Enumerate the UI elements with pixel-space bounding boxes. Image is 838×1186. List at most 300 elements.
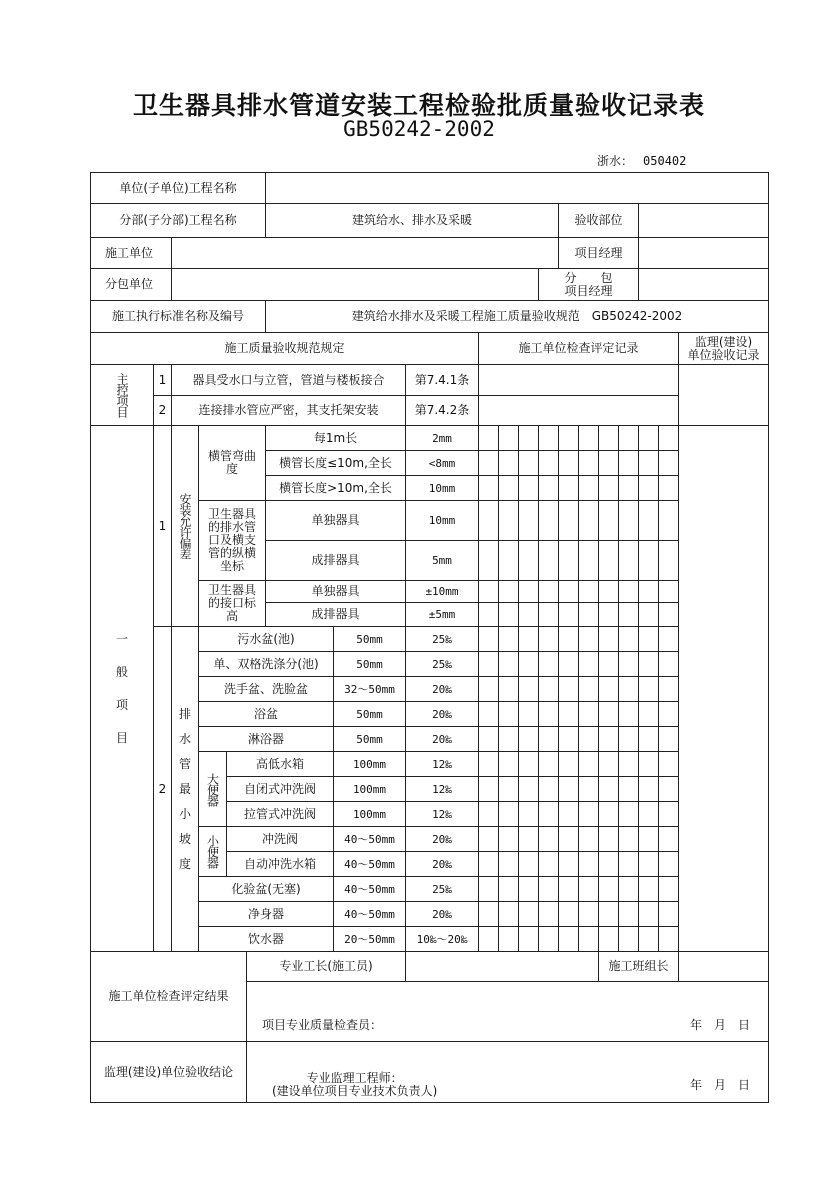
record-grid-cell[interactable]	[618, 826, 639, 852]
record-grid-cell[interactable]	[498, 626, 519, 652]
record-grid-cell[interactable]	[658, 851, 679, 877]
project-manager-label: 项目经理	[558, 237, 639, 269]
slope-row-desc: 化验盆(无塞)	[198, 876, 334, 902]
record-grid-cell[interactable]	[498, 425, 519, 451]
record-grid-cell[interactable]	[598, 500, 619, 541]
slope-row-value: 10‰～20‰	[405, 926, 479, 952]
record-grid-cell[interactable]	[498, 926, 519, 953]
record-grid-cell[interactable]	[538, 540, 559, 581]
record-grid-cell[interactable]	[618, 901, 639, 927]
record-grid-cell[interactable]	[498, 580, 519, 603]
slope-label-char: 坡	[178, 831, 191, 846]
record-grid-cell[interactable]	[658, 676, 679, 702]
slope-row-diameter: 50mm	[333, 726, 406, 752]
main-item-1-no: 1	[153, 364, 172, 396]
record-grid-cell[interactable]	[598, 580, 619, 603]
contractor-field[interactable]	[171, 237, 559, 269]
record-grid-cell[interactable]	[658, 580, 679, 603]
record-grid-cell[interactable]	[598, 676, 619, 702]
record-grid-cell[interactable]	[498, 540, 519, 581]
record-grid-cell[interactable]	[478, 602, 499, 627]
record-grid-cell[interactable]	[558, 901, 579, 927]
slope-row-desc: 单、双格洗涤分(池)	[198, 651, 334, 677]
record-grid-cell[interactable]	[578, 751, 599, 777]
sub-project-manager-label	[538, 268, 639, 301]
deviation-row-desc: 横管长度>10m,全长	[265, 475, 406, 501]
supervisor-record-header	[678, 332, 769, 365]
record-grid-cell[interactable]	[618, 580, 639, 603]
record-grid-cell[interactable]	[638, 626, 659, 652]
record-grid-cell[interactable]	[478, 450, 499, 476]
record-grid-cell[interactable]	[538, 580, 559, 603]
record-grid-cell[interactable]	[658, 475, 679, 501]
record-grid-cell[interactable]	[498, 651, 519, 677]
slope-row-desc: 净身器	[198, 901, 334, 927]
record-grid-cell[interactable]	[538, 450, 559, 476]
record-grid-cell[interactable]	[658, 826, 679, 852]
record-grid-cell[interactable]	[638, 602, 659, 627]
slope-label-char: 最	[178, 781, 191, 796]
record-grid-cell[interactable]	[658, 876, 679, 902]
record-grid-cell[interactable]	[498, 901, 519, 927]
record-grid-cell[interactable]	[658, 726, 679, 752]
slope-label-char: 度	[178, 856, 191, 871]
record-grid-cell[interactable]	[478, 425, 499, 451]
record-grid-cell[interactable]	[538, 926, 559, 953]
record-grid-cell[interactable]	[498, 450, 519, 476]
record-grid-cell[interactable]	[478, 901, 499, 927]
record-grid-cell[interactable]	[538, 851, 559, 877]
record-grid-cell[interactable]	[578, 626, 599, 652]
record-grid-cell[interactable]	[618, 776, 639, 802]
subcontractor-field[interactable]	[171, 268, 539, 301]
team-leader-field[interactable]	[678, 951, 769, 982]
record-grid-cell[interactable]	[478, 926, 499, 953]
form-number-value: 050402	[643, 154, 687, 168]
record-grid-cell[interactable]	[618, 876, 639, 902]
record-grid-cell[interactable]	[498, 500, 519, 541]
record-grid-cell[interactable]	[578, 450, 599, 476]
record-grid-cell[interactable]	[658, 776, 679, 802]
record-grid-cell[interactable]	[598, 475, 619, 501]
record-grid-cell[interactable]	[578, 726, 599, 752]
record-grid-cell[interactable]	[578, 776, 599, 802]
supervisor-engineer-label	[272, 1072, 437, 1098]
record-grid-cell[interactable]	[598, 450, 619, 476]
record-grid-cell[interactable]	[538, 676, 559, 702]
record-grid-cell[interactable]	[498, 751, 519, 777]
slope-row-value: 25‰	[405, 626, 479, 652]
form-number-label: 浙水：	[597, 154, 634, 168]
record-grid-cell[interactable]	[558, 851, 579, 877]
record-grid-cell[interactable]	[558, 450, 579, 476]
acceptance-part-label: 验收部位	[558, 203, 639, 238]
record-grid-cell[interactable]	[598, 926, 619, 953]
slope-row-desc: 饮水器	[198, 926, 334, 952]
record-grid-cell[interactable]	[518, 751, 539, 777]
record-grid-cell[interactable]	[638, 751, 659, 777]
record-grid-cell[interactable]	[638, 651, 659, 677]
record-grid-cell[interactable]	[598, 425, 619, 451]
deviation-row-desc: 单独器具	[265, 500, 406, 541]
main-item-2-record[interactable]	[478, 395, 679, 426]
record-grid-cell[interactable]	[538, 425, 559, 451]
deviation-row-value: ±10mm	[405, 580, 479, 603]
record-grid-cell[interactable]	[518, 425, 539, 451]
slope-row-diameter: 50mm	[333, 626, 406, 652]
record-grid-cell[interactable]	[638, 580, 659, 603]
record-grid-cell[interactable]	[578, 826, 599, 852]
record-grid-cell[interactable]	[578, 851, 599, 877]
record-grid-cell[interactable]	[618, 676, 639, 702]
big-toilet-label: 大便器	[198, 751, 227, 827]
record-grid-cell[interactable]	[598, 540, 619, 581]
record-grid-cell[interactable]	[598, 776, 619, 802]
record-grid-cell[interactable]	[558, 602, 579, 627]
slope-row-diameter: 100mm	[333, 801, 406, 827]
slope-row-desc: 拉管式冲洗阀	[226, 801, 334, 827]
slope-row-diameter: 40～50mm	[333, 901, 406, 927]
record-grid-cell[interactable]	[538, 651, 559, 677]
record-grid-cell[interactable]	[658, 926, 679, 953]
contractor-result-label: 施工单位检查评定结果	[90, 951, 247, 1042]
form-title: 卫生器具排水管道安装工程检验批质量验收记录表	[132, 91, 705, 120]
record-grid-cell[interactable]	[558, 475, 579, 501]
record-grid-cell[interactable]	[578, 475, 599, 501]
record-grid-cell[interactable]	[618, 425, 639, 451]
record-grid-cell[interactable]	[598, 826, 619, 852]
record-grid-cell[interactable]	[578, 801, 599, 827]
record-grid-cell[interactable]	[638, 450, 659, 476]
supervisor-engineer-line2: (建设单位项目专业技术负责人)	[272, 1084, 438, 1098]
record-grid-cell[interactable]	[618, 926, 639, 953]
slope-row-diameter: 50mm	[333, 651, 406, 677]
record-grid-cell[interactable]	[658, 540, 679, 581]
general-label-char: 般	[115, 664, 128, 679]
record-grid-cell[interactable]	[578, 540, 599, 581]
record-grid-cell[interactable]	[498, 475, 519, 501]
record-grid-cell[interactable]	[598, 851, 619, 877]
general-item-2-no: 2	[153, 626, 172, 952]
foreman-field[interactable]	[405, 951, 599, 982]
slope-row-diameter: 32～50mm	[333, 676, 406, 702]
record-grid-cell[interactable]	[658, 626, 679, 652]
contractor-result-field[interactable]	[246, 981, 769, 1042]
record-grid-cell[interactable]	[638, 726, 659, 752]
record-grid-cell[interactable]	[638, 701, 659, 727]
record-grid-cell[interactable]	[478, 580, 499, 603]
sub-pm-label-line2: 项目经理	[564, 283, 613, 298]
record-grid-cell[interactable]	[638, 826, 659, 852]
general-group-label	[90, 425, 154, 952]
record-grid-cell[interactable]	[498, 602, 519, 627]
record-grid-cell[interactable]	[618, 602, 639, 627]
record-grid-cell[interactable]	[478, 676, 499, 702]
slope-row-diameter: 20～50mm	[333, 926, 406, 952]
slope-row-value: 20‰	[405, 901, 479, 927]
record-grid-cell[interactable]	[498, 776, 519, 802]
record-grid-cell[interactable]	[558, 626, 579, 652]
deviation-group-2-label: 卫生器具的排水管口及横支管的纵横坐标	[198, 500, 266, 581]
record-grid-cell[interactable]	[558, 425, 579, 451]
record-grid-cell[interactable]	[618, 751, 639, 777]
record-grid-cell[interactable]	[518, 726, 539, 752]
main-item-1-desc: 器具受水口与立管，管道与楼板接合	[171, 364, 406, 396]
record-grid-cell[interactable]	[658, 801, 679, 827]
record-grid-cell[interactable]	[578, 701, 599, 727]
record-grid-cell[interactable]	[578, 580, 599, 603]
record-grid-cell[interactable]	[498, 726, 519, 752]
record-grid-cell[interactable]	[638, 851, 659, 877]
urinal-label: 小便器	[198, 826, 227, 877]
record-grid-cell[interactable]	[578, 676, 599, 702]
record-grid-cell[interactable]	[658, 450, 679, 476]
record-grid-cell[interactable]	[478, 751, 499, 777]
record-grid-cell[interactable]	[598, 651, 619, 677]
record-grid-cell[interactable]	[478, 726, 499, 752]
record-grid-cell[interactable]	[638, 776, 659, 802]
slope-row-diameter: 100mm	[333, 751, 406, 777]
record-grid-cell[interactable]	[518, 676, 539, 702]
main-item-2-desc: 连接排水管应严密，其支托架安装	[171, 395, 406, 426]
record-grid-cell[interactable]	[618, 475, 639, 501]
record-grid-cell[interactable]	[478, 801, 499, 827]
record-grid-cell[interactable]	[618, 726, 639, 752]
record-grid-cell[interactable]	[578, 876, 599, 902]
record-grid-cell[interactable]	[558, 776, 579, 802]
record-grid-cell[interactable]	[638, 425, 659, 451]
main-item-1-clause: 第7.4.1条	[405, 364, 479, 396]
record-grid-cell[interactable]	[578, 901, 599, 927]
spec-header: 施工质量验收规范规定	[90, 332, 479, 365]
record-grid-cell[interactable]	[578, 651, 599, 677]
slope-row-desc: 冲洗阀	[226, 826, 334, 852]
slope-row-desc: 高低水箱	[226, 751, 334, 777]
record-grid-cell[interactable]	[478, 651, 499, 677]
record-grid-cell[interactable]	[538, 826, 559, 852]
record-grid-cell[interactable]	[518, 475, 539, 501]
record-grid-cell[interactable]	[578, 500, 599, 541]
record-grid-cell[interactable]	[538, 602, 559, 627]
record-grid-cell[interactable]	[518, 580, 539, 603]
record-grid-cell[interactable]	[478, 876, 499, 902]
supervisor-result-label: 监理(建设)单位验收结论	[90, 1041, 247, 1103]
record-grid-cell[interactable]	[538, 726, 559, 752]
supervisor-record-header-line1: 监理(建设)	[694, 334, 753, 349]
record-grid-cell[interactable]	[558, 651, 579, 677]
record-grid-cell[interactable]	[518, 901, 539, 927]
deviation-group-1-label: 横管弯曲度	[198, 425, 266, 501]
record-grid-cell[interactable]	[558, 751, 579, 777]
project-manager-field[interactable]	[638, 237, 769, 269]
record-grid-cell[interactable]	[518, 926, 539, 953]
deviation-row-value: <8mm	[405, 450, 479, 476]
record-grid-cell[interactable]	[518, 701, 539, 727]
form-number	[597, 152, 686, 169]
slope-row-diameter: 40～50mm	[333, 876, 406, 902]
record-grid-cell[interactable]	[538, 626, 559, 652]
record-grid-cell[interactable]	[618, 450, 639, 476]
slope-row-value: 20‰	[405, 826, 479, 852]
slope-row-desc: 自闭式冲洗阀	[226, 776, 334, 802]
record-grid-cell[interactable]	[618, 851, 639, 877]
record-grid-cell[interactable]	[538, 701, 559, 727]
record-grid-cell[interactable]	[518, 500, 539, 541]
supervisor-date: 年 月 日	[689, 1078, 750, 1092]
record-grid-cell[interactable]	[658, 602, 679, 627]
record-grid-cell[interactable]	[498, 851, 519, 877]
record-grid-cell[interactable]	[518, 626, 539, 652]
sub-project-manager-field[interactable]	[638, 268, 769, 301]
slope-row-value: 25‰	[405, 876, 479, 902]
record-grid-cell[interactable]	[558, 540, 579, 581]
slope-label-char: 小	[178, 806, 191, 821]
record-grid-cell[interactable]	[578, 425, 599, 451]
record-grid-cell[interactable]	[558, 926, 579, 953]
record-grid-cell[interactable]	[538, 475, 559, 501]
sub-project-field[interactable]: 建筑给水、排水及采暖	[265, 203, 559, 238]
main-item-2-no: 2	[153, 395, 172, 426]
record-grid-cell[interactable]	[558, 580, 579, 603]
slope-row-value: 12‰	[405, 751, 479, 777]
record-grid-cell[interactable]	[518, 651, 539, 677]
contractor-record-header: 施工单位检查评定记录	[478, 332, 679, 365]
record-grid-cell[interactable]	[618, 651, 639, 677]
record-grid-cell[interactable]	[638, 901, 659, 927]
record-grid-cell[interactable]	[598, 602, 619, 627]
record-grid-cell[interactable]	[538, 876, 559, 902]
record-grid-cell[interactable]	[498, 701, 519, 727]
record-grid-cell[interactable]	[618, 801, 639, 827]
slope-row-value: 20‰	[405, 701, 479, 727]
record-grid-cell[interactable]	[658, 901, 679, 927]
main-item-2-clause: 第7.4.2条	[405, 395, 479, 426]
record-grid-cell[interactable]	[558, 726, 579, 752]
deviation-row-value: ±5mm	[405, 602, 479, 627]
deviation-row-desc: 成排器具	[265, 602, 406, 627]
record-grid-cell[interactable]	[558, 876, 579, 902]
record-grid-cell[interactable]	[558, 500, 579, 541]
record-grid-cell[interactable]	[518, 851, 539, 877]
record-grid-cell[interactable]	[658, 701, 679, 727]
record-grid-cell[interactable]	[478, 701, 499, 727]
slope-row-desc: 污水盆(池)	[198, 626, 334, 652]
general-item-1-label: 安装允许偏差	[171, 425, 199, 627]
main-item-1-record[interactable]	[478, 364, 679, 396]
record-grid-cell[interactable]	[478, 851, 499, 877]
slope-row-diameter: 100mm	[333, 776, 406, 802]
main-control-supervisor-record[interactable]	[678, 364, 769, 426]
record-grid-cell[interactable]	[658, 751, 679, 777]
record-grid-cell[interactable]	[498, 801, 519, 827]
record-grid-cell[interactable]	[558, 801, 579, 827]
record-grid-cell[interactable]	[558, 826, 579, 852]
record-grid-cell[interactable]	[578, 602, 599, 627]
subcontractor-label: 分包单位	[90, 268, 172, 301]
record-grid-cell[interactable]	[518, 876, 539, 902]
slope-row-diameter: 50mm	[333, 701, 406, 727]
record-grid-cell[interactable]	[518, 602, 539, 627]
standard-field[interactable]: 建筑给水排水及采暖工程施工质量验收规范 GB50242-2002	[265, 300, 769, 333]
record-grid-cell[interactable]	[598, 626, 619, 652]
slope-row-desc: 浴盆	[198, 701, 334, 727]
record-grid-cell[interactable]	[618, 701, 639, 727]
record-grid-cell[interactable]	[518, 776, 539, 802]
deviation-row-desc: 每1m长	[265, 425, 406, 451]
record-grid-cell[interactable]	[478, 826, 499, 852]
record-grid-cell[interactable]	[638, 540, 659, 581]
record-grid-cell[interactable]	[478, 776, 499, 802]
deviation-row-value: 2mm	[405, 425, 479, 451]
record-grid-cell[interactable]	[538, 500, 559, 541]
slope-row-desc: 淋浴器	[198, 726, 334, 752]
record-grid-cell[interactable]	[658, 651, 679, 677]
record-grid-cell[interactable]	[478, 626, 499, 652]
record-grid-cell[interactable]	[578, 926, 599, 953]
record-grid-cell[interactable]	[658, 425, 679, 451]
record-grid-cell[interactable]	[518, 540, 539, 581]
acceptance-part-field[interactable]	[638, 203, 769, 238]
record-grid-cell[interactable]	[638, 926, 659, 953]
record-grid-cell[interactable]	[638, 676, 659, 702]
slope-row-value: 20‰	[405, 676, 479, 702]
record-grid-cell[interactable]	[598, 801, 619, 827]
slope-row-value: 12‰	[405, 776, 479, 802]
record-grid-cell[interactable]	[598, 726, 619, 752]
unit-project-field[interactable]	[265, 172, 769, 204]
deviation-group-3-label: 卫生器具的接口标高	[198, 580, 266, 627]
record-grid-cell[interactable]	[478, 540, 499, 581]
deviation-row-desc: 横管长度≤10m,全长	[265, 450, 406, 476]
record-grid-cell[interactable]	[478, 475, 499, 501]
record-grid-cell[interactable]	[618, 500, 639, 541]
record-grid-cell[interactable]	[598, 901, 619, 927]
record-grid-cell[interactable]	[638, 475, 659, 501]
record-grid-cell[interactable]	[538, 801, 559, 827]
record-grid-cell[interactable]	[518, 826, 539, 852]
record-grid-cell[interactable]	[558, 701, 579, 727]
record-grid-cell[interactable]	[538, 776, 559, 802]
record-grid-cell[interactable]	[618, 540, 639, 581]
record-grid-cell[interactable]	[638, 500, 659, 541]
record-grid-cell[interactable]	[598, 751, 619, 777]
record-grid-cell[interactable]	[558, 676, 579, 702]
supervisor-result-field[interactable]	[246, 1041, 769, 1103]
record-grid-cell[interactable]	[478, 500, 499, 541]
record-grid-cell[interactable]	[638, 876, 659, 902]
record-grid-cell[interactable]	[498, 676, 519, 702]
foreman-label: 专业工长(施工员)	[246, 951, 406, 982]
record-grid-cell[interactable]	[518, 801, 539, 827]
record-grid-cell[interactable]	[538, 751, 559, 777]
record-grid-cell[interactable]	[658, 500, 679, 541]
deviation-row-value: 10mm	[405, 475, 479, 501]
record-grid-cell[interactable]	[498, 826, 519, 852]
general-supervisor-record[interactable]	[678, 425, 769, 952]
record-grid-cell[interactable]	[618, 626, 639, 652]
record-grid-cell[interactable]	[498, 876, 519, 902]
inspector-date: 年 月 日	[689, 1018, 750, 1032]
record-grid-cell[interactable]	[638, 801, 659, 827]
record-grid-cell[interactable]	[598, 701, 619, 727]
form-standard-code: GB50242-2002	[343, 117, 495, 141]
general-label-char: 目	[115, 730, 128, 745]
record-grid-cell[interactable]	[538, 901, 559, 927]
record-grid-cell[interactable]	[518, 450, 539, 476]
record-grid-cell[interactable]	[598, 876, 619, 902]
slope-label-char: 水	[178, 731, 191, 746]
deviation-row-value: 5mm	[405, 540, 479, 581]
